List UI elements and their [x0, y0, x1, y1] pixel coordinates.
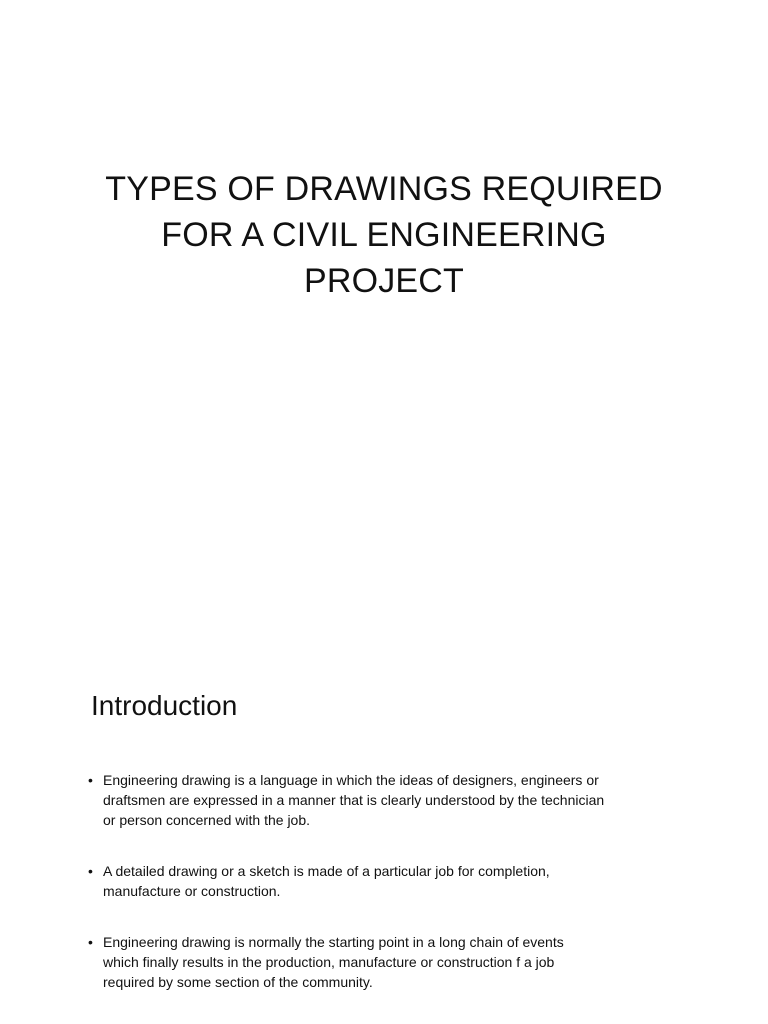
slide-title-line: PROJECT	[303, 262, 465, 300]
bullet-line: manufacture or construction.	[103, 883, 281, 899]
bullet-list	[88, 770, 708, 992]
bullet-icon: •	[88, 863, 93, 879]
bullet-line: required by some section of the community.	[103, 974, 373, 990]
bullet-item	[88, 932, 708, 992]
section-heading: Introduction	[91, 690, 238, 721]
bullet-item	[88, 861, 708, 901]
bullet-icon: •	[88, 772, 93, 788]
slide-title-line: TYPES OF DRAWINGS REQUIRED	[105, 170, 663, 208]
slide-title-line: FOR A CIVIL ENGINEERING	[161, 216, 607, 254]
bullet-line: A detailed drawing or a sketch is made of a particular job for completion,	[103, 863, 550, 879]
bullet-text	[103, 861, 708, 901]
bullet-line: Engineering drawing is normally the starting point in a long chain of events	[103, 934, 564, 950]
bullet-icon: •	[88, 934, 93, 950]
introduction-slide	[0, 576, 768, 1024]
bullet-line: which finally results in the production, manufacture or construction f a job	[103, 954, 555, 970]
slide-title	[60, 166, 708, 304]
bullet-item	[88, 770, 708, 830]
bullet-text	[103, 770, 708, 830]
bullet-text	[103, 932, 708, 992]
bullet-line: draftsmen are expressed in a manner that is clearly understood by the technician	[103, 792, 605, 808]
bullet-line: Engineering drawing is a language in which the ideas of designers, engineers or	[103, 772, 599, 788]
bullet-line: or person concerned with the job.	[103, 812, 311, 828]
